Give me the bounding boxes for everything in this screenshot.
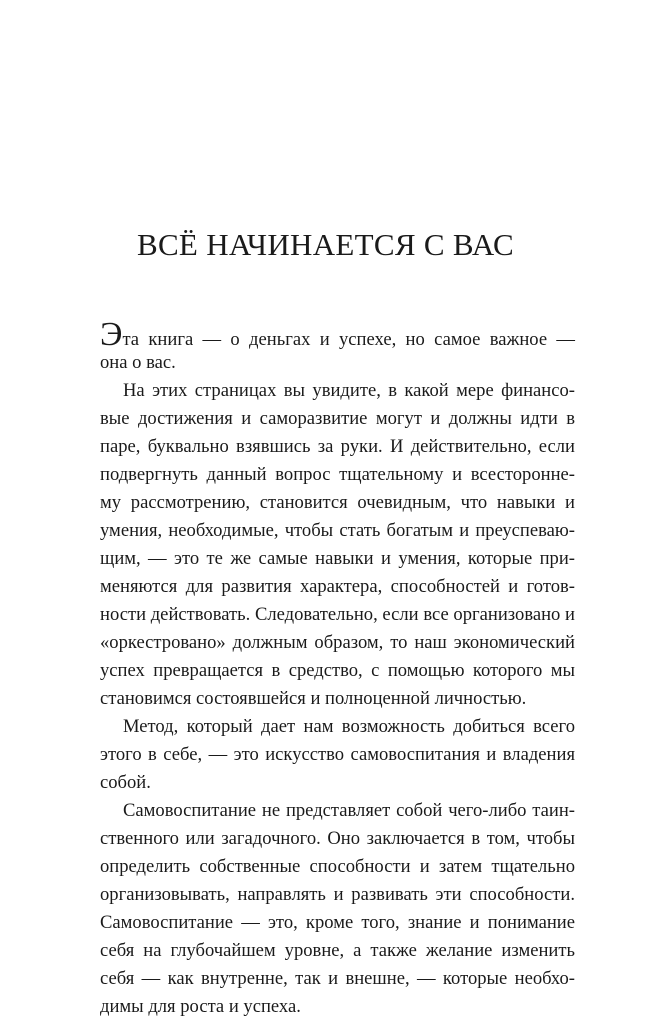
- text-line: му рассмотрению, становится очевидным, что навыки и: [100, 492, 575, 513]
- text-line: Эта книга — о деньгах и успехе, но самое важное —: [100, 316, 575, 353]
- chapter-title: ВСЁ НАЧИНАЕТСЯ С ВАС: [136, 227, 515, 262]
- text-line: паре, буквально взявшись за руки. И действительно, если: [100, 436, 575, 457]
- text-line: Самовоспитание — это, кроме того, знание и понимание: [100, 912, 575, 933]
- text-line: себя — как внутренне, так и внешне, — которые необхо-: [100, 968, 575, 989]
- text-line: собой.: [100, 772, 151, 793]
- text-line: себя на глубочайшем уровне, а также желание изменить: [100, 940, 575, 961]
- initial-letter: Э: [100, 316, 123, 353]
- text-line: определить собственные способности и затем тщательно: [100, 856, 575, 877]
- text-line: На этих страницах вы увидите, в какой мере финансо-: [123, 380, 575, 401]
- text-line: подвергнуть данный вопрос тщательному и всесторонне-: [100, 464, 575, 485]
- text-line: она о вас.: [100, 352, 176, 373]
- text-line: успех превращается в средство, с помощью которого мы: [100, 660, 575, 681]
- text-line: становимся состоявшейся и полноценной личностью.: [100, 688, 527, 709]
- text-line: вые достижения и саморазвитие могут и должны идти в: [100, 408, 575, 429]
- text-line: «оркестровано» должным образом, то наш экономический: [100, 632, 575, 653]
- text-line: Метод, который дает нам возможность добиться всего: [123, 716, 575, 737]
- text-line: меняются для развития характера, способностей и готов-: [100, 576, 575, 597]
- text-line: ности действовать. Следовательно, если все организовано и: [100, 604, 575, 625]
- text-line: этого в себе, — это искусство самовоспитания и владения: [100, 744, 575, 765]
- text-line: щим, — это те же самые навыки и умения, которые при-: [100, 548, 575, 569]
- text-line: ственного или загадочного. Оно заключается в том, чтобы: [100, 828, 575, 849]
- text-line: димы для роста и успеха.: [100, 996, 301, 1017]
- chapter-body: [100, 316, 575, 1021]
- text-line: Самовоспитание не представляет собой чего-либо таин-: [123, 800, 575, 821]
- text-line: умения, необходимые, чтобы стать богатым и преуспеваю-: [100, 520, 575, 541]
- text-line: организовывать, направлять и развивать эти способности.: [100, 884, 575, 905]
